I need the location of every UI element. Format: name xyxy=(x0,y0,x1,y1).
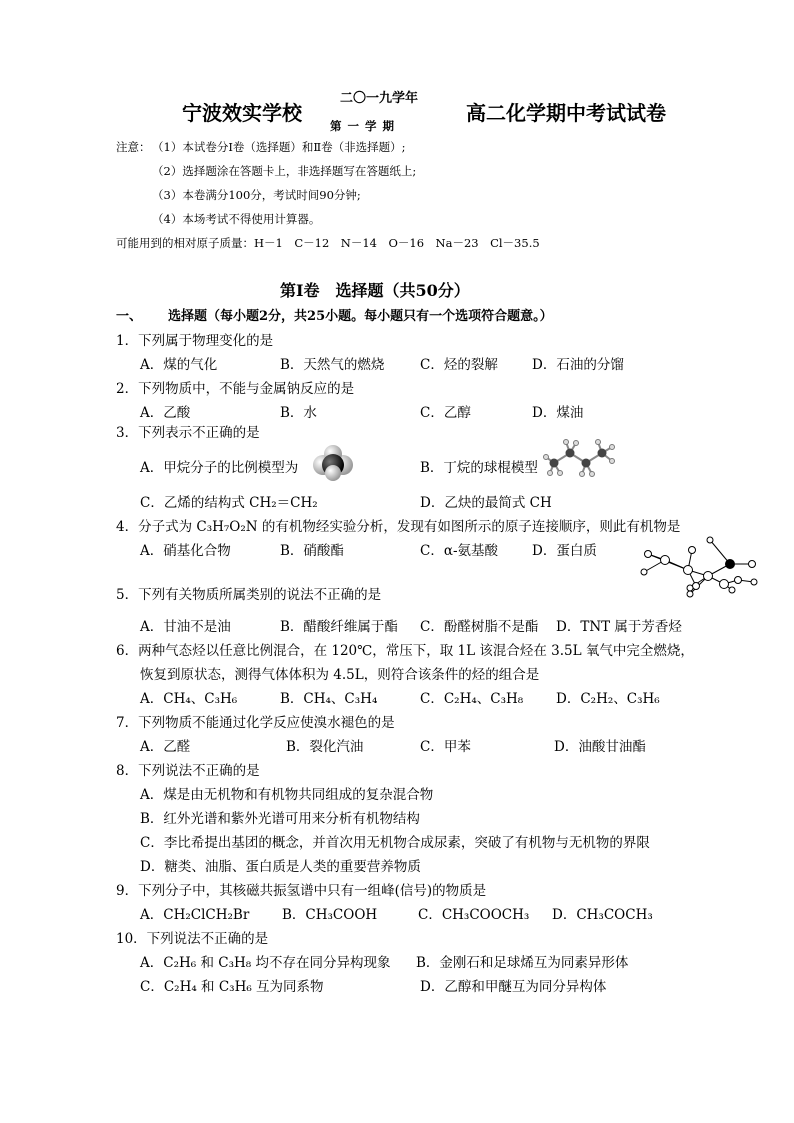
option: C．乙醇 xyxy=(420,405,471,421)
methane-space-filling-model xyxy=(312,443,354,481)
option: C．烃的裂解 xyxy=(420,357,498,373)
option: A．甲烷分子的比例模型为 xyxy=(140,460,299,476)
option: C．李比希提出基团的概念，并首次用无机物合成尿素，突破了有机物与无机物的界限 xyxy=(140,835,650,851)
option: B．天然气的燃烧 xyxy=(280,357,385,373)
note-item: （4）本场考试不得使用计算器。 xyxy=(152,212,321,226)
question-stem: 4．分子式为 C₃H₇O₂N 的有机物经实验分析，发现有如图所示的原子连接顺序，则此有机物是 xyxy=(116,519,681,535)
note-item: （3）本卷满分100分，考试时间90分钟; xyxy=(152,188,361,202)
notes-prefix: 注意： xyxy=(116,140,151,154)
option: D．煤油 xyxy=(532,405,584,421)
option: D．C₂H₂、C₃H₆ xyxy=(556,691,660,707)
option: A．C₂H₆ 和 C₃H₈ 均不存在同分异构现象 xyxy=(140,955,391,971)
question-stem: 7．下列物质不能通过化学反应使溴水褪色的是 xyxy=(116,715,395,731)
option: D．蛋白质 xyxy=(532,543,597,559)
option: A．煤是由无机物和有机物共同组成的复杂混合物 xyxy=(140,787,434,803)
question-stem: 5．下列有关物质所属类别的说法不正确的是 xyxy=(116,587,382,603)
molecule-connection-diagram xyxy=(640,536,758,602)
academic-year: 二〇一九学年 xyxy=(340,91,419,106)
question-stem: 1．下列属于物理变化的是 xyxy=(116,333,274,349)
option: C．酚醛树脂不是酯 xyxy=(420,619,539,635)
question-stem: 9．下列分子中，其核磁共振氢谱中只有一组峰(信号)的物质是 xyxy=(116,883,487,899)
part-number: 一、 xyxy=(116,309,143,324)
term-label: 第 一 学 期 xyxy=(330,119,396,133)
option: A．CH₄、C₃H₆ xyxy=(140,691,238,707)
question-stem: 6．两种气态烃以任意比例混合，在 120℃，常压下，取 1L 该混合烃在 3.5L 氧气中完全燃烧， xyxy=(116,643,694,659)
question-stem: 2．下列物质中，不能与金属钠反应的是 xyxy=(116,381,355,397)
option: B．硝酸酯 xyxy=(280,543,344,559)
option: A．甘油不是油 xyxy=(140,619,231,635)
option: D．乙炔的最简式 CH xyxy=(420,495,552,511)
option: B．丁烷的球棍模型 xyxy=(420,460,538,476)
option: A．煤的气化 xyxy=(140,357,218,373)
option: B．金刚石和足球烯互为同素异形体 xyxy=(416,955,629,971)
option: C．CH₃COOCH₃ xyxy=(418,907,530,923)
butane-ball-stick-model xyxy=(542,433,618,481)
option: D．TNT 属于芳香烃 xyxy=(556,619,682,635)
option: D．油酸甘油酯 xyxy=(554,739,646,755)
atomic-masses: 可能用到的相对原子质量：H－1 C－12 N－14 O－16 Na－23 Cl－35.5 xyxy=(116,236,540,250)
option: C．乙烯的结构式 CH₂＝CH₂ xyxy=(140,495,318,511)
option: D．乙醇和甲醚互为同分异构体 xyxy=(420,979,607,995)
note-item: （2）选择题涂在答题卡上，非选择题写在答题纸上; xyxy=(152,164,417,178)
option: C．α-氨基酸 xyxy=(420,543,499,559)
option: A．CH₂ClCH₂Br xyxy=(140,907,250,923)
exam-title: 高二化学期中考试试卷 xyxy=(466,101,666,125)
question-stem-continued: 恢复到原状态，测得气体体积为 4.5L，则符合该条件的烃的组合是 xyxy=(140,667,540,683)
school-name: 宁波效实学校 xyxy=(182,101,302,125)
option: B．裂化汽油 xyxy=(286,739,364,755)
option: B．红外光谱和紫外光谱可用来分析有机物结构 xyxy=(140,811,420,827)
option: B．醋酸纤维属于酯 xyxy=(280,619,398,635)
option: D．CH₃COCH₃ xyxy=(552,907,653,923)
option: C．甲苯 xyxy=(420,739,471,755)
option: A．乙醛 xyxy=(140,739,191,755)
question-stem: 10．下列说法不正确的是 xyxy=(116,931,269,947)
option: B．水 xyxy=(280,405,317,421)
question-stem: 3．下列表示不正确的是 xyxy=(116,425,260,441)
option: C．C₂H₄、C₃H₈ xyxy=(420,691,524,707)
part-instructions: 选择题（每小题2分，共25小题。每小题只有一个选项符合题意。） xyxy=(168,309,553,324)
note-item: （1）本试卷分Ⅰ卷（选择题）和Ⅱ卷（非选择题）; xyxy=(152,140,406,154)
option: A．乙酸 xyxy=(140,405,191,421)
option: D．石油的分馏 xyxy=(532,357,624,373)
section-title: 第Ⅰ卷 选择题（共50分） xyxy=(280,281,470,300)
option: A．硝基化合物 xyxy=(140,543,231,559)
option: B．CH₃COOH xyxy=(282,907,378,923)
question-stem: 8．下列说法不正确的是 xyxy=(116,763,260,779)
option: C．C₂H₄ 和 C₃H₆ 互为同系物 xyxy=(140,979,324,995)
option: D．糖类、油脂、蛋白质是人类的重要营养物质 xyxy=(140,859,421,875)
option: B．CH₄、C₃H₄ xyxy=(280,691,378,707)
